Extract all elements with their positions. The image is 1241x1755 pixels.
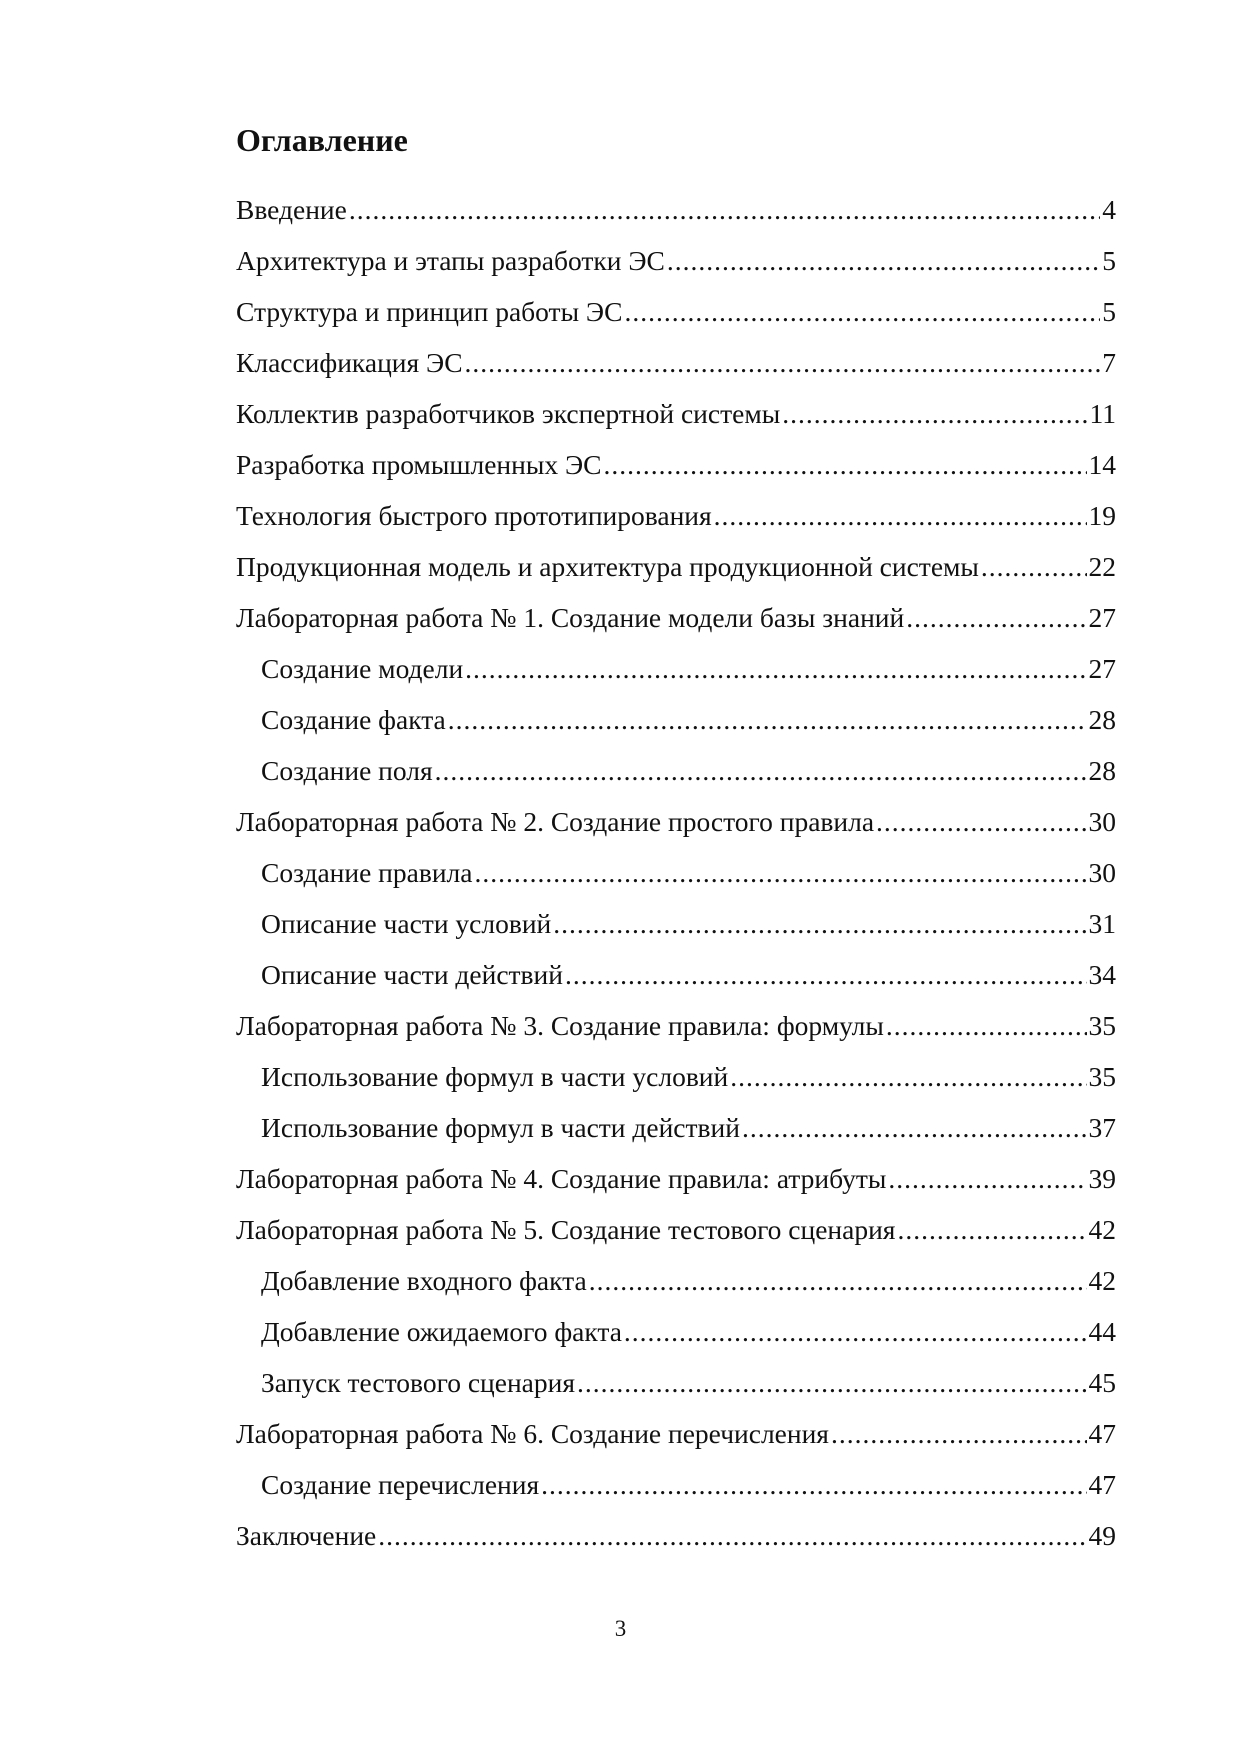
toc-entry-title: Лабораторная работа № 1. Создание модели базы знаний [236,602,905,633]
toc-dot-leader [888,1153,1086,1204]
toc-dot-leader [553,898,1086,949]
toc-subentry[interactable] [236,694,1116,745]
toc-subentry[interactable] [236,898,1116,949]
toc-dot-leader [435,745,1087,796]
toc-entry-page: 39 [1088,1163,1116,1194]
page-number: 3 [614,1616,627,1641]
toc-entry-page: 5 [1102,296,1116,327]
toc-entry[interactable] [236,184,1116,235]
toc-entry-page: 19 [1088,500,1116,531]
toc-entry-title: Разработка промышленных ЭС [236,449,602,480]
toc-entry-page: 47 [1088,1418,1116,1449]
toc-subentry[interactable] [236,847,1116,898]
toc-entry[interactable] [236,1153,1116,1204]
toc-entry-page: 37 [1088,1112,1116,1143]
toc-entry-page: 22 [1088,551,1116,582]
toc-subentry[interactable] [236,643,1116,694]
toc-entry-page: 34 [1088,959,1116,990]
toc-entry-title: Лабораторная работа № 5. Создание тестового сценария [236,1214,896,1245]
toc-entry[interactable] [236,796,1116,847]
toc-entry-page: 42 [1088,1214,1116,1245]
toc-subentry[interactable] [236,1459,1116,1510]
toc-dot-leader [465,643,1086,694]
toc-entry-title: Создание перечисления [261,1469,540,1500]
table-of-contents [236,184,1116,1561]
toc-entry-title: Использование формул в части действий [261,1112,740,1143]
toc-dot-leader [906,592,1086,643]
toc-entry-title: Добавление входного факта [261,1265,587,1296]
toc-entry-page: 47 [1088,1469,1116,1500]
toc-entry-title: Запуск тестового сценария [261,1367,575,1398]
toc-entry-title: Технология быстрого прототипирования [236,500,712,531]
toc-subentry[interactable] [236,1102,1116,1153]
toc-entry-title: Архитектура и этапы разработки ЭС [236,245,665,276]
toc-entry-title: Описание части действий [261,959,563,990]
toc-entry[interactable] [236,1408,1116,1459]
toc-entry-page: 49 [1088,1520,1116,1551]
toc-dot-leader [624,1306,1087,1357]
toc-dot-leader [624,286,1100,337]
toc-dot-leader [589,1255,1087,1306]
toc-entry-page: 28 [1088,704,1116,735]
toc-dot-leader [541,1459,1086,1510]
toc-entry-page: 4 [1102,194,1116,225]
toc-entry-title: Лабораторная работа № 6. Создание перечисления [236,1418,829,1449]
toc-dot-leader [981,541,1087,592]
toc-title: Оглавление [236,122,408,158]
toc-entry[interactable] [236,541,1116,592]
toc-entry-page: 30 [1088,806,1116,837]
toc-entry-title: Введение [236,194,347,225]
toc-entry-title: Классификация ЭС [236,347,463,378]
toc-subentry[interactable] [236,1357,1116,1408]
toc-subentry[interactable] [236,1051,1116,1102]
toc-entry-title: Создание правила [261,857,473,888]
toc-dot-leader [667,235,1100,286]
toc-dot-leader [603,439,1086,490]
toc-entry-title: Структура и принцип работы ЭС [236,296,623,327]
toc-subentry[interactable] [236,1255,1116,1306]
toc-entry[interactable] [236,337,1116,388]
toc-dot-leader [349,184,1100,235]
toc-entry-page: 44 [1088,1316,1116,1347]
toc-entry-title: Создание поля [261,755,433,786]
toc-entry-page: 28 [1088,755,1116,786]
toc-dot-leader [831,1408,1087,1459]
toc-entry-title: Лабораторная работа № 2. Создание простого правила [236,806,875,837]
toc-dot-leader [742,1102,1087,1153]
toc-entry-page: 31 [1088,908,1116,939]
toc-entry[interactable] [236,1204,1116,1255]
toc-dot-leader [565,949,1087,1000]
toc-entry[interactable] [236,592,1116,643]
toc-entry-page: 45 [1088,1367,1116,1398]
toc-subentry[interactable] [236,949,1116,1000]
toc-entry[interactable] [236,286,1116,337]
toc-entry-page: 30 [1088,857,1116,888]
toc-entry-title: Создание факта [261,704,446,735]
toc-dot-leader [897,1204,1086,1255]
toc-entry[interactable] [236,439,1116,490]
toc-subentry[interactable] [236,745,1116,796]
toc-dot-leader [730,1051,1086,1102]
toc-entry[interactable] [236,490,1116,541]
toc-entry-page: 27 [1088,602,1116,633]
toc-entry-page: 11 [1089,398,1116,429]
toc-entry-page: 42 [1088,1265,1116,1296]
toc-entry-page: 5 [1102,245,1116,276]
toc-dot-leader [714,490,1087,541]
toc-entry-title: Лабораторная работа № 4. Создание правила: атрибуты [236,1163,887,1194]
toc-entry-title: Коллектив разработчиков экспертной системы [236,398,781,429]
toc-dot-leader [448,694,1087,745]
toc-entry[interactable] [236,1510,1116,1561]
toc-entry-title: Добавление ожидаемого факта [261,1316,622,1347]
toc-entry[interactable] [236,235,1116,286]
toc-subentry[interactable] [236,1306,1116,1357]
toc-entry-page: 14 [1088,449,1116,480]
toc-dot-leader [886,1000,1087,1051]
toc-dot-leader [577,1357,1087,1408]
toc-entry-title: Заключение [236,1520,377,1551]
toc-entry-title: Лабораторная работа № 3. Создание правила: формулы [236,1010,884,1041]
toc-entry-page: 27 [1088,653,1116,684]
toc-dot-leader [876,796,1086,847]
toc-entry-title: Создание модели [261,653,464,684]
toc-dot-leader [378,1510,1086,1561]
toc-dot-leader [465,337,1101,388]
toc-entry[interactable] [236,388,1116,439]
toc-entry-title: Описание части условий [261,908,552,939]
toc-entry-page: 35 [1088,1010,1116,1041]
toc-entry-page: 7 [1102,347,1116,378]
toc-entry[interactable] [236,1000,1116,1051]
toc-entry-title: Продукционная модель и архитектура продукционной системы [236,551,979,582]
toc-dot-leader [474,847,1086,898]
toc-entry-page: 35 [1088,1061,1116,1092]
toc-entry-title: Использование формул в части условий [261,1061,729,1092]
toc-dot-leader [782,388,1087,439]
